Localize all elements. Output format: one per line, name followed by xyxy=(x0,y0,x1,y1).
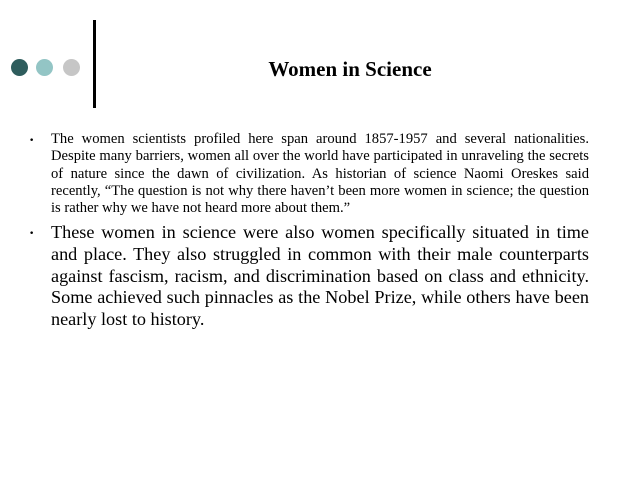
decor-dot-dark xyxy=(11,59,28,76)
bullet-text: These women in science were also women specifically situated in time and place. They also struggled in common with their male counterparts against fascism, racism, and discrimination based on class and ethnicity. Some achieved such pinnacles as the Nobel Prize, while others have been nearly lost to history. xyxy=(51,222,589,329)
bullet-text: The women scientists profiled here span around 1857-1957 and several nationalities. Despite many barriers, women all over the world have participated in unraveling the secrets of nature since the dawn of civilization. As historian of science Naomi Oreskes said recently, “The question is not why there haven’t been more women in science; the question is rather why we have not heard more about them.” xyxy=(51,131,589,217)
bullet-marker-icon: • xyxy=(29,136,35,146)
slide-title: Women in Science xyxy=(268,57,432,81)
bullet-list xyxy=(0,131,638,330)
title-divider-line xyxy=(93,20,96,108)
bullet-item xyxy=(0,222,638,330)
decor-dot-gray xyxy=(63,59,80,76)
bullet-marker-icon: • xyxy=(29,229,35,240)
decor-dot-light-teal xyxy=(36,59,53,76)
bullet-item xyxy=(0,131,638,217)
